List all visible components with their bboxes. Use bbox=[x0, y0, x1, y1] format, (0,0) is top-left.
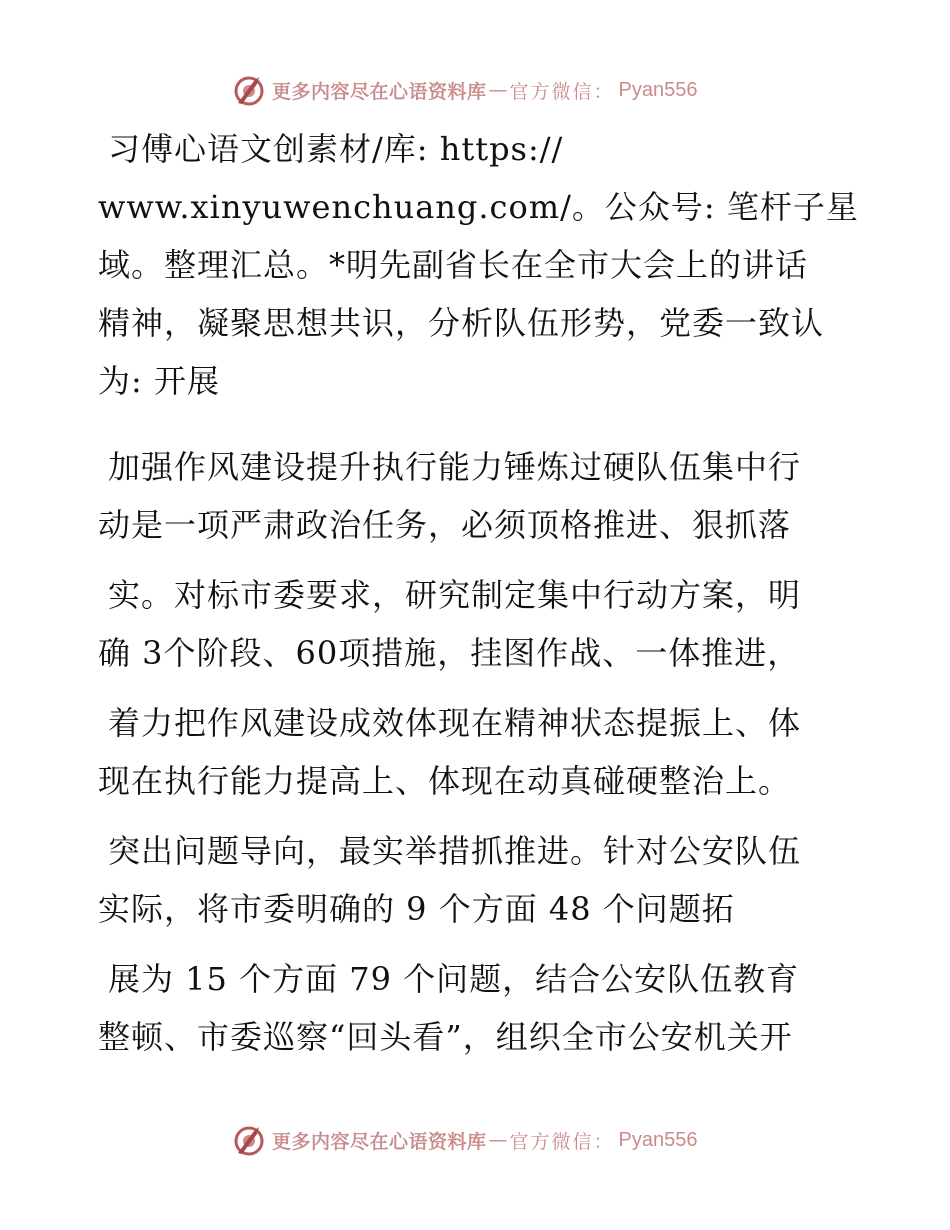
text-line: 加强作风建设提升执行能力锤炼过硬队伍集中行 bbox=[108, 448, 802, 486]
paragraph-gap bbox=[98, 554, 858, 566]
quill-seal-icon bbox=[232, 73, 266, 107]
paragraph-gap bbox=[98, 938, 858, 950]
paragraph-gap bbox=[98, 810, 858, 822]
header-banner-inner bbox=[232, 70, 698, 110]
quill-seal-icon bbox=[232, 1123, 266, 1157]
text-line: 习傅心语文创素材/库: https:// bbox=[108, 130, 564, 168]
text-line: 实。对标市委要求，研究制定集中行动方案，明 bbox=[108, 576, 802, 614]
text-line: 为: 开展 bbox=[98, 362, 220, 400]
text-line: 现在执行能力提高上、体现在动真碰硬整治上。 bbox=[98, 762, 792, 800]
text-line: 确 3个阶段、60项措施，挂图作战、一体推进， bbox=[98, 634, 801, 672]
banner-wechat-id: Pyan556 bbox=[618, 78, 698, 101]
text-line: 实际，将市委明确的 9 个方面 48 个问题拓 bbox=[98, 890, 735, 928]
text-line: 动是一项严肃政治任务，必须顶格推进、狠抓落 bbox=[98, 506, 792, 544]
text-line: 着力把作风建设成效体现在精神状态提振上、体 bbox=[108, 704, 802, 742]
banner-dash: — bbox=[488, 1129, 508, 1151]
header-banner bbox=[0, 70, 950, 110]
document-body bbox=[98, 120, 858, 1066]
banner-dash: — bbox=[488, 79, 508, 101]
banner-wechat-label: 官方微信： bbox=[509, 80, 615, 103]
banner-site-name: 更多内容尽在心语资料库 bbox=[272, 80, 487, 103]
footer-banner bbox=[0, 1120, 950, 1160]
text-line: 精神，凝聚思想共识，分析队伍形势，党委一致认 bbox=[98, 304, 825, 342]
paragraph-gap bbox=[98, 410, 858, 438]
text-line: 展为 15 个方面 79 个问题，结合公安队伍教育 bbox=[108, 960, 800, 998]
text-line: 突出问题导向，最实举措抓推进。针对公安队伍 bbox=[108, 832, 802, 870]
footer-banner-inner bbox=[232, 1120, 698, 1160]
paragraph-gap bbox=[98, 682, 858, 694]
banner-wechat-label: 官方微信： bbox=[509, 1130, 615, 1153]
text-line: 域。整理汇总。*明先副省长在全市大会上的讲话 bbox=[98, 246, 809, 284]
banner-wechat-id: Pyan556 bbox=[618, 1128, 698, 1151]
text-line: www.xinyuwenchuang.com/。公众号: 笔杆子星 bbox=[98, 188, 859, 226]
text-line: 整顿、市委巡察“回头看”，组织全市公安机关开 bbox=[98, 1018, 793, 1056]
banner-site-name: 更多内容尽在心语资料库 bbox=[272, 1130, 487, 1153]
